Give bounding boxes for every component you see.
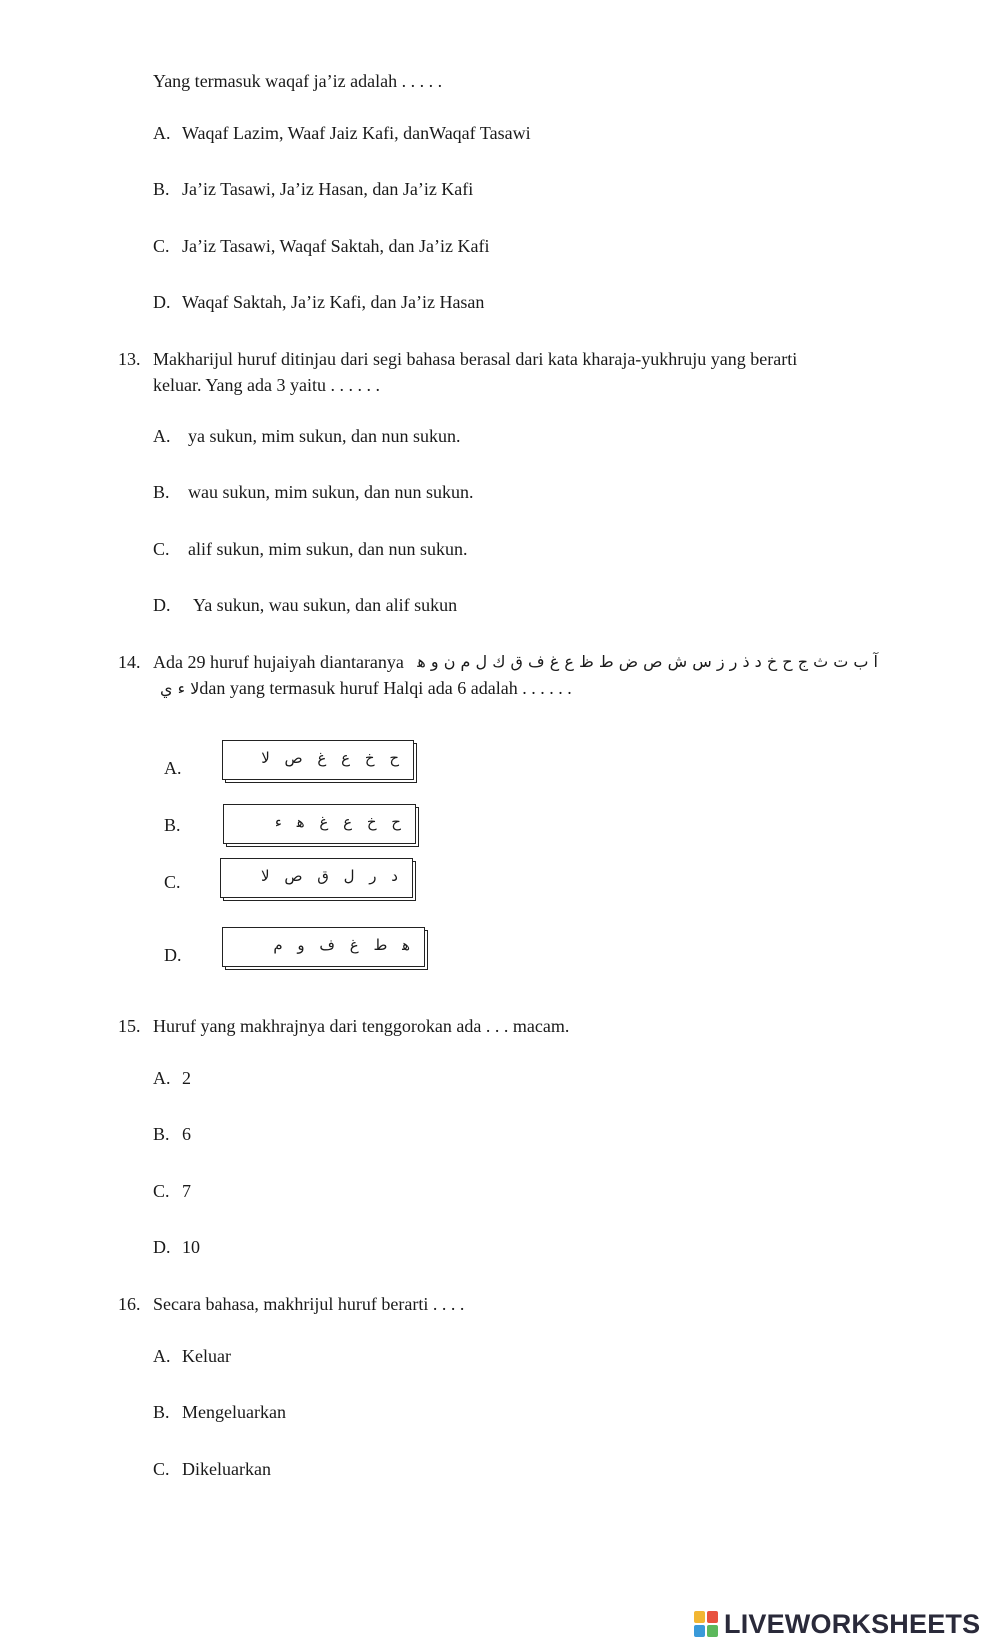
q13-number: 13. [118,349,141,369]
logo-square-3-icon [694,1625,705,1637]
q16-option-a-letter: A. [153,1346,171,1366]
q12-option-d[interactable]: Waqaf Saktah, Ja’iz Kafi, dan Ja’iz Hasan [182,292,485,312]
q15-option-d[interactable]: 10 [182,1237,200,1257]
q14-arabic-letters-line2: لا ء ي [160,679,200,698]
q14-option-b[interactable]: ح خ ع غ ﻫ ء [223,804,416,844]
q14-question-line2-text: dan yang termasuk huruf Halqi ada 6 adalah . . . . . . [199,678,572,698]
q13-question-line2: keluar. Yang ada 3 yaitu . . . . . . [153,375,380,395]
q12-question: Yang termasuk waqaf ja’iz adalah . . . . . [153,71,443,91]
q15-option-b-letter: B. [153,1124,170,1144]
q15-option-c[interactable]: 7 [182,1181,191,1201]
q14-option-c[interactable]: د ر ل ق ص لا [220,858,413,898]
q16-question: Secara bahasa, makhrijul huruf berarti . . . . [153,1294,465,1314]
q15-option-a[interactable]: 2 [182,1068,191,1088]
q14-option-d-letter: D. [164,945,182,965]
q16-option-c-letter: C. [153,1459,170,1479]
q14-option-d[interactable]: ﻫ ط غ ف و م [222,927,425,967]
q12-option-a[interactable]: Waqaf Lazim, Waaf Jaiz Kafi, danWaqaf Tasawi [182,123,531,143]
q14-option-a[interactable]: ح خ ع غ ص لا [222,740,414,780]
q15-option-b[interactable]: 6 [182,1124,191,1144]
q14-question-line1: Ada 29 huruf hujaiyah diantaranya [153,652,404,672]
q13-option-b[interactable]: wau sukun, mim sukun, dan nun sukun. [188,482,474,502]
q13-option-d[interactable]: Ya sukun, wau sukun, dan alif sukun [193,595,458,615]
q16-option-b-letter: B. [153,1402,170,1422]
q16-option-c[interactable]: Dikeluarkan [182,1459,271,1479]
q16-option-a[interactable]: Keluar [182,1346,231,1366]
q12-option-b[interactable]: Ja’iz Tasawi, Ja’iz Hasan, dan Ja’iz Kafi [182,179,474,199]
q12-option-d-letter: D. [153,292,171,312]
logo-square-2-icon [707,1611,718,1623]
q13-option-b-letter: B. [153,482,170,502]
q12-option-a-letter: A. [153,123,171,143]
q15-question: Huruf yang makhrajnya dari tenggorokan ada . . . macam. [153,1016,570,1036]
q14-question-line2 [160,677,572,700]
q14-option-c-letter: C. [164,872,181,892]
liveworksheets-logo-text: LIVEWORKSHEETS [724,1608,981,1639]
q15-option-a-letter: A. [153,1068,171,1088]
liveworksheets-logo-icon [694,1611,718,1637]
q13-option-d-letter: D. [153,595,171,615]
q13-option-c-letter: C. [153,539,170,559]
q16-option-b[interactable]: Mengeluarkan [182,1402,286,1422]
liveworksheets-logo[interactable] [694,1608,980,1640]
q14-number: 14. [118,652,141,672]
q13-question-line1: Makharijul huruf ditinjau dari segi bahasa berasal dari kata kharaja-yukhruju yang berarti [153,349,798,369]
q12-option-b-letter: B. [153,179,170,199]
q13-option-a[interactable]: ya sukun, mim sukun, dan nun sukun. [188,426,461,446]
q13-option-a-letter: A. [153,426,171,446]
q12-option-c-letter: C. [153,236,170,256]
q14-option-b-letter: B. [164,815,181,835]
q16-number: 16. [118,1294,141,1314]
logo-square-1-icon [694,1611,705,1623]
q12-option-c[interactable]: Ja’iz Tasawi, Waqaf Saktah, dan Ja’iz Kafi [182,236,490,256]
q13-option-c[interactable]: alif sukun, mim sukun, dan nun sukun. [188,539,468,559]
q14-option-a-letter: A. [164,758,182,778]
logo-square-4-icon [707,1625,718,1637]
q15-number: 15. [118,1016,141,1036]
q14-arabic-letters-line1: آ ب ت ث ج ح خ د ذ ر ز س ش ص ض ط ظ ع غ ف ق ك ل م ن و ﻫ [417,652,878,671]
q15-option-d-letter: D. [153,1237,171,1257]
q15-option-c-letter: C. [153,1181,170,1201]
